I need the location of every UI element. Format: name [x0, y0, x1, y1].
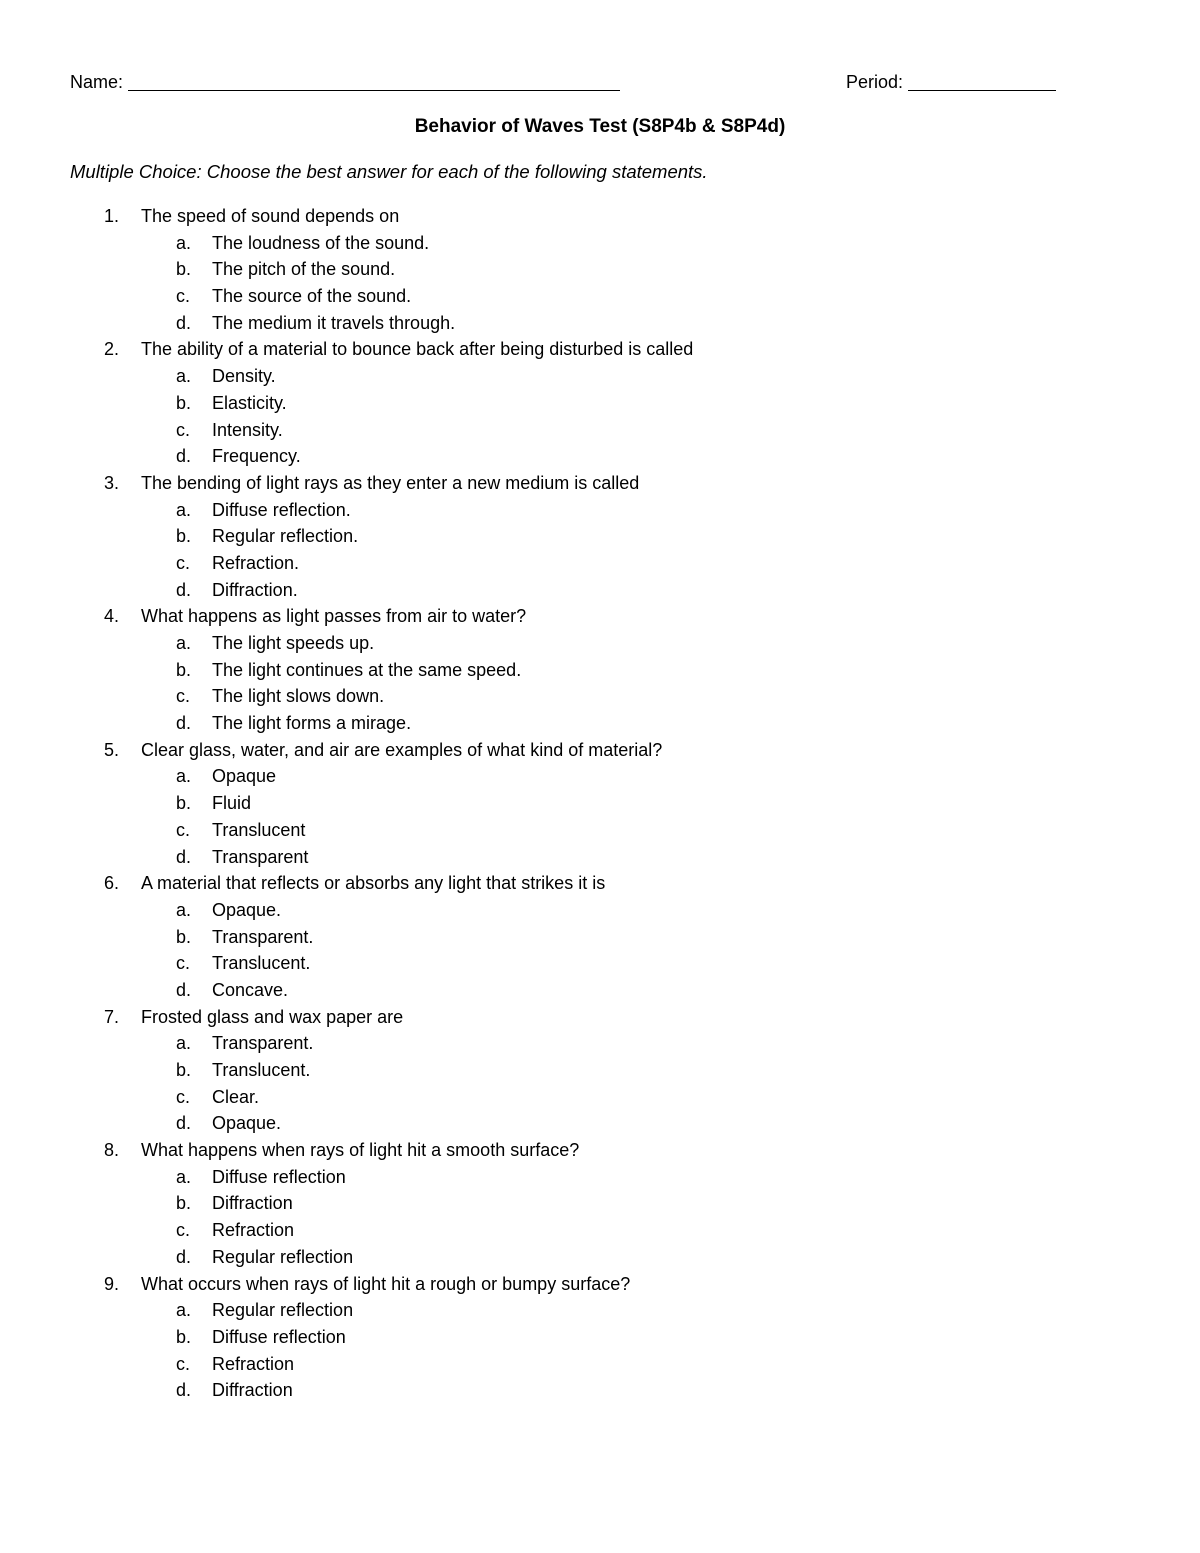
answer-option	[0, 657, 1200, 684]
option-letter: d.	[176, 1113, 192, 1134]
option-letter: c.	[176, 1353, 191, 1374]
option-letter: b.	[176, 659, 192, 680]
answer-option	[0, 683, 1200, 710]
question-item	[0, 870, 1200, 897]
answer-option	[0, 950, 1200, 977]
period-blank-line	[908, 90, 1056, 91]
answer-option	[0, 310, 1200, 337]
option-text: Transparent.	[212, 926, 314, 947]
answer-option	[0, 230, 1200, 257]
question-text: The bending of light rays as they enter a new medium is called	[141, 472, 640, 493]
option-text: Refraction	[212, 1220, 295, 1241]
answer-option	[0, 497, 1200, 524]
option-letter: d.	[176, 1380, 192, 1401]
option-text: The medium it travels through.	[212, 312, 456, 333]
option-text: Diffraction	[212, 1380, 293, 1401]
option-text: Frequency.	[212, 446, 301, 467]
instructions: Multiple Choice: Choose the best answer for each of the following statements.	[70, 161, 708, 182]
option-text: Regular reflection	[212, 1246, 354, 1267]
option-text: Diffuse reflection.	[212, 499, 351, 520]
answer-option	[0, 1164, 1200, 1191]
answer-option	[0, 550, 1200, 577]
answer-option	[0, 577, 1200, 604]
question-text: A material that reflects or absorbs any light that strikes it is	[141, 873, 606, 894]
option-letter: d.	[176, 312, 192, 333]
option-letter: a.	[176, 1300, 192, 1321]
option-letter: d.	[176, 579, 192, 600]
answer-option	[0, 417, 1200, 444]
option-text: Diffraction	[212, 1193, 293, 1214]
answer-option	[0, 817, 1200, 844]
question-number: 8.	[104, 1140, 120, 1161]
question-number: 5.	[104, 739, 120, 760]
question-item	[0, 336, 1200, 363]
option-text: Refraction	[212, 1353, 295, 1374]
answer-option	[0, 363, 1200, 390]
option-text: Concave.	[212, 979, 289, 1000]
answer-option	[0, 1057, 1200, 1084]
option-text: Transparent.	[212, 1033, 314, 1054]
option-text: The light forms a mirage.	[212, 713, 412, 734]
option-text: The light slows down.	[212, 686, 385, 707]
option-letter: b.	[176, 526, 192, 547]
option-text: The loudness of the sound.	[212, 232, 430, 253]
question-text: What happens as light passes from air to water?	[141, 606, 527, 627]
question-number: 7.	[104, 1006, 120, 1027]
question-item	[0, 1137, 1200, 1164]
option-text: Density.	[212, 366, 276, 387]
answer-option	[0, 1030, 1200, 1057]
option-text: Regular reflection.	[212, 526, 359, 547]
option-text: Opaque.	[212, 1113, 282, 1134]
answer-option	[0, 763, 1200, 790]
answer-option	[0, 1244, 1200, 1271]
question-number: 1.	[104, 206, 120, 226]
answer-option	[0, 897, 1200, 924]
option-letter: a.	[176, 1033, 192, 1054]
option-text: Regular reflection	[212, 1300, 354, 1321]
answer-option	[0, 1217, 1200, 1244]
option-letter: d.	[176, 446, 192, 467]
question-number: 2.	[104, 339, 120, 360]
option-text: The source of the sound.	[212, 286, 412, 307]
answer-option	[0, 977, 1200, 1004]
option-letter: c.	[176, 419, 191, 440]
name-label: Name:	[70, 72, 124, 92]
option-letter: a.	[176, 766, 192, 787]
option-text: Refraction.	[212, 552, 300, 573]
option-letter: b.	[176, 793, 192, 814]
option-text: Diffraction.	[212, 579, 298, 600]
option-text: Elasticity.	[212, 392, 287, 413]
answer-option	[0, 630, 1200, 657]
option-letter: b.	[176, 926, 192, 947]
option-text: Transparent	[212, 846, 309, 867]
option-text: Intensity.	[212, 419, 283, 440]
answer-option	[0, 844, 1200, 871]
option-letter: b.	[176, 259, 192, 280]
period-label: Period:	[846, 72, 904, 92]
option-text: The pitch of the sound.	[212, 259, 396, 280]
option-text: The light continues at the same speed.	[212, 659, 522, 680]
option-letter: b.	[176, 1326, 192, 1347]
option-letter: c.	[176, 286, 191, 307]
option-letter: a.	[176, 232, 192, 253]
option-letter: d.	[176, 713, 192, 734]
option-letter: c.	[176, 1220, 191, 1241]
option-text: Fluid	[212, 793, 252, 814]
answer-option	[0, 443, 1200, 470]
option-letter: c.	[176, 819, 191, 840]
option-text: Diffuse reflection	[212, 1166, 346, 1187]
option-letter: b.	[176, 1060, 192, 1080]
question-text: Frosted glass and wax paper are	[141, 1006, 404, 1027]
question-number: 6.	[104, 873, 120, 894]
option-text: Translucent.	[212, 953, 311, 974]
question-text: The ability of a material to bounce back after being disturbed is called	[141, 339, 694, 360]
option-letter: a.	[176, 633, 192, 653]
option-text: Diffuse reflection	[212, 1326, 346, 1347]
question-number: 3.	[104, 472, 120, 493]
question-item	[0, 1271, 1200, 1298]
student-info-header	[70, 72, 1060, 98]
option-letter: a.	[176, 899, 192, 920]
answer-option	[0, 1084, 1200, 1111]
answer-option	[0, 1351, 1200, 1378]
question-item	[0, 203, 1200, 230]
answer-option	[0, 256, 1200, 283]
answer-option	[0, 1324, 1200, 1351]
question-number: 9.	[104, 1273, 120, 1294]
question-text: What happens when rays of light hit a smooth surface?	[141, 1140, 580, 1161]
answer-option	[0, 1190, 1200, 1217]
option-text: Clear.	[212, 1086, 260, 1107]
question-number: 4.	[104, 606, 120, 627]
answer-option	[0, 1110, 1200, 1137]
question-text: What occurs when rays of light hit a rough or bumpy surface?	[141, 1273, 631, 1294]
answer-option	[0, 790, 1200, 817]
answer-option	[0, 283, 1200, 310]
option-letter: d.	[176, 846, 192, 867]
question-item	[0, 1004, 1200, 1031]
question-item	[0, 470, 1200, 497]
test-title: Behavior of Waves Test (S8P4b & S8P4d)	[414, 116, 786, 137]
option-text: Opaque	[212, 766, 277, 787]
option-text: Translucent.	[212, 1060, 311, 1080]
option-text: Translucent	[212, 819, 306, 840]
option-letter: b.	[176, 1193, 192, 1214]
option-text: Opaque.	[212, 899, 282, 920]
option-letter: d.	[176, 1246, 192, 1267]
option-letter: c.	[176, 686, 191, 707]
option-letter: c.	[176, 552, 191, 573]
option-letter: b.	[176, 392, 192, 413]
question-item	[0, 603, 1200, 630]
option-text: The light speeds up.	[212, 633, 375, 653]
option-letter: c.	[176, 953, 191, 974]
option-letter: c.	[176, 1086, 191, 1107]
question-text: The speed of sound depends on	[141, 206, 400, 226]
option-letter: a.	[176, 499, 192, 520]
question-list	[0, 203, 1200, 1404]
answer-option	[0, 1297, 1200, 1324]
option-letter: a.	[176, 1166, 192, 1187]
answer-option	[0, 924, 1200, 951]
answer-option	[0, 390, 1200, 417]
answer-option	[0, 1377, 1200, 1404]
question-item	[0, 737, 1200, 764]
question-text: Clear glass, water, and air are examples of what kind of material?	[141, 739, 663, 760]
answer-option	[0, 523, 1200, 550]
option-letter: a.	[176, 366, 192, 387]
name-blank-line	[128, 90, 620, 91]
option-letter: d.	[176, 979, 192, 1000]
answer-option	[0, 710, 1200, 737]
